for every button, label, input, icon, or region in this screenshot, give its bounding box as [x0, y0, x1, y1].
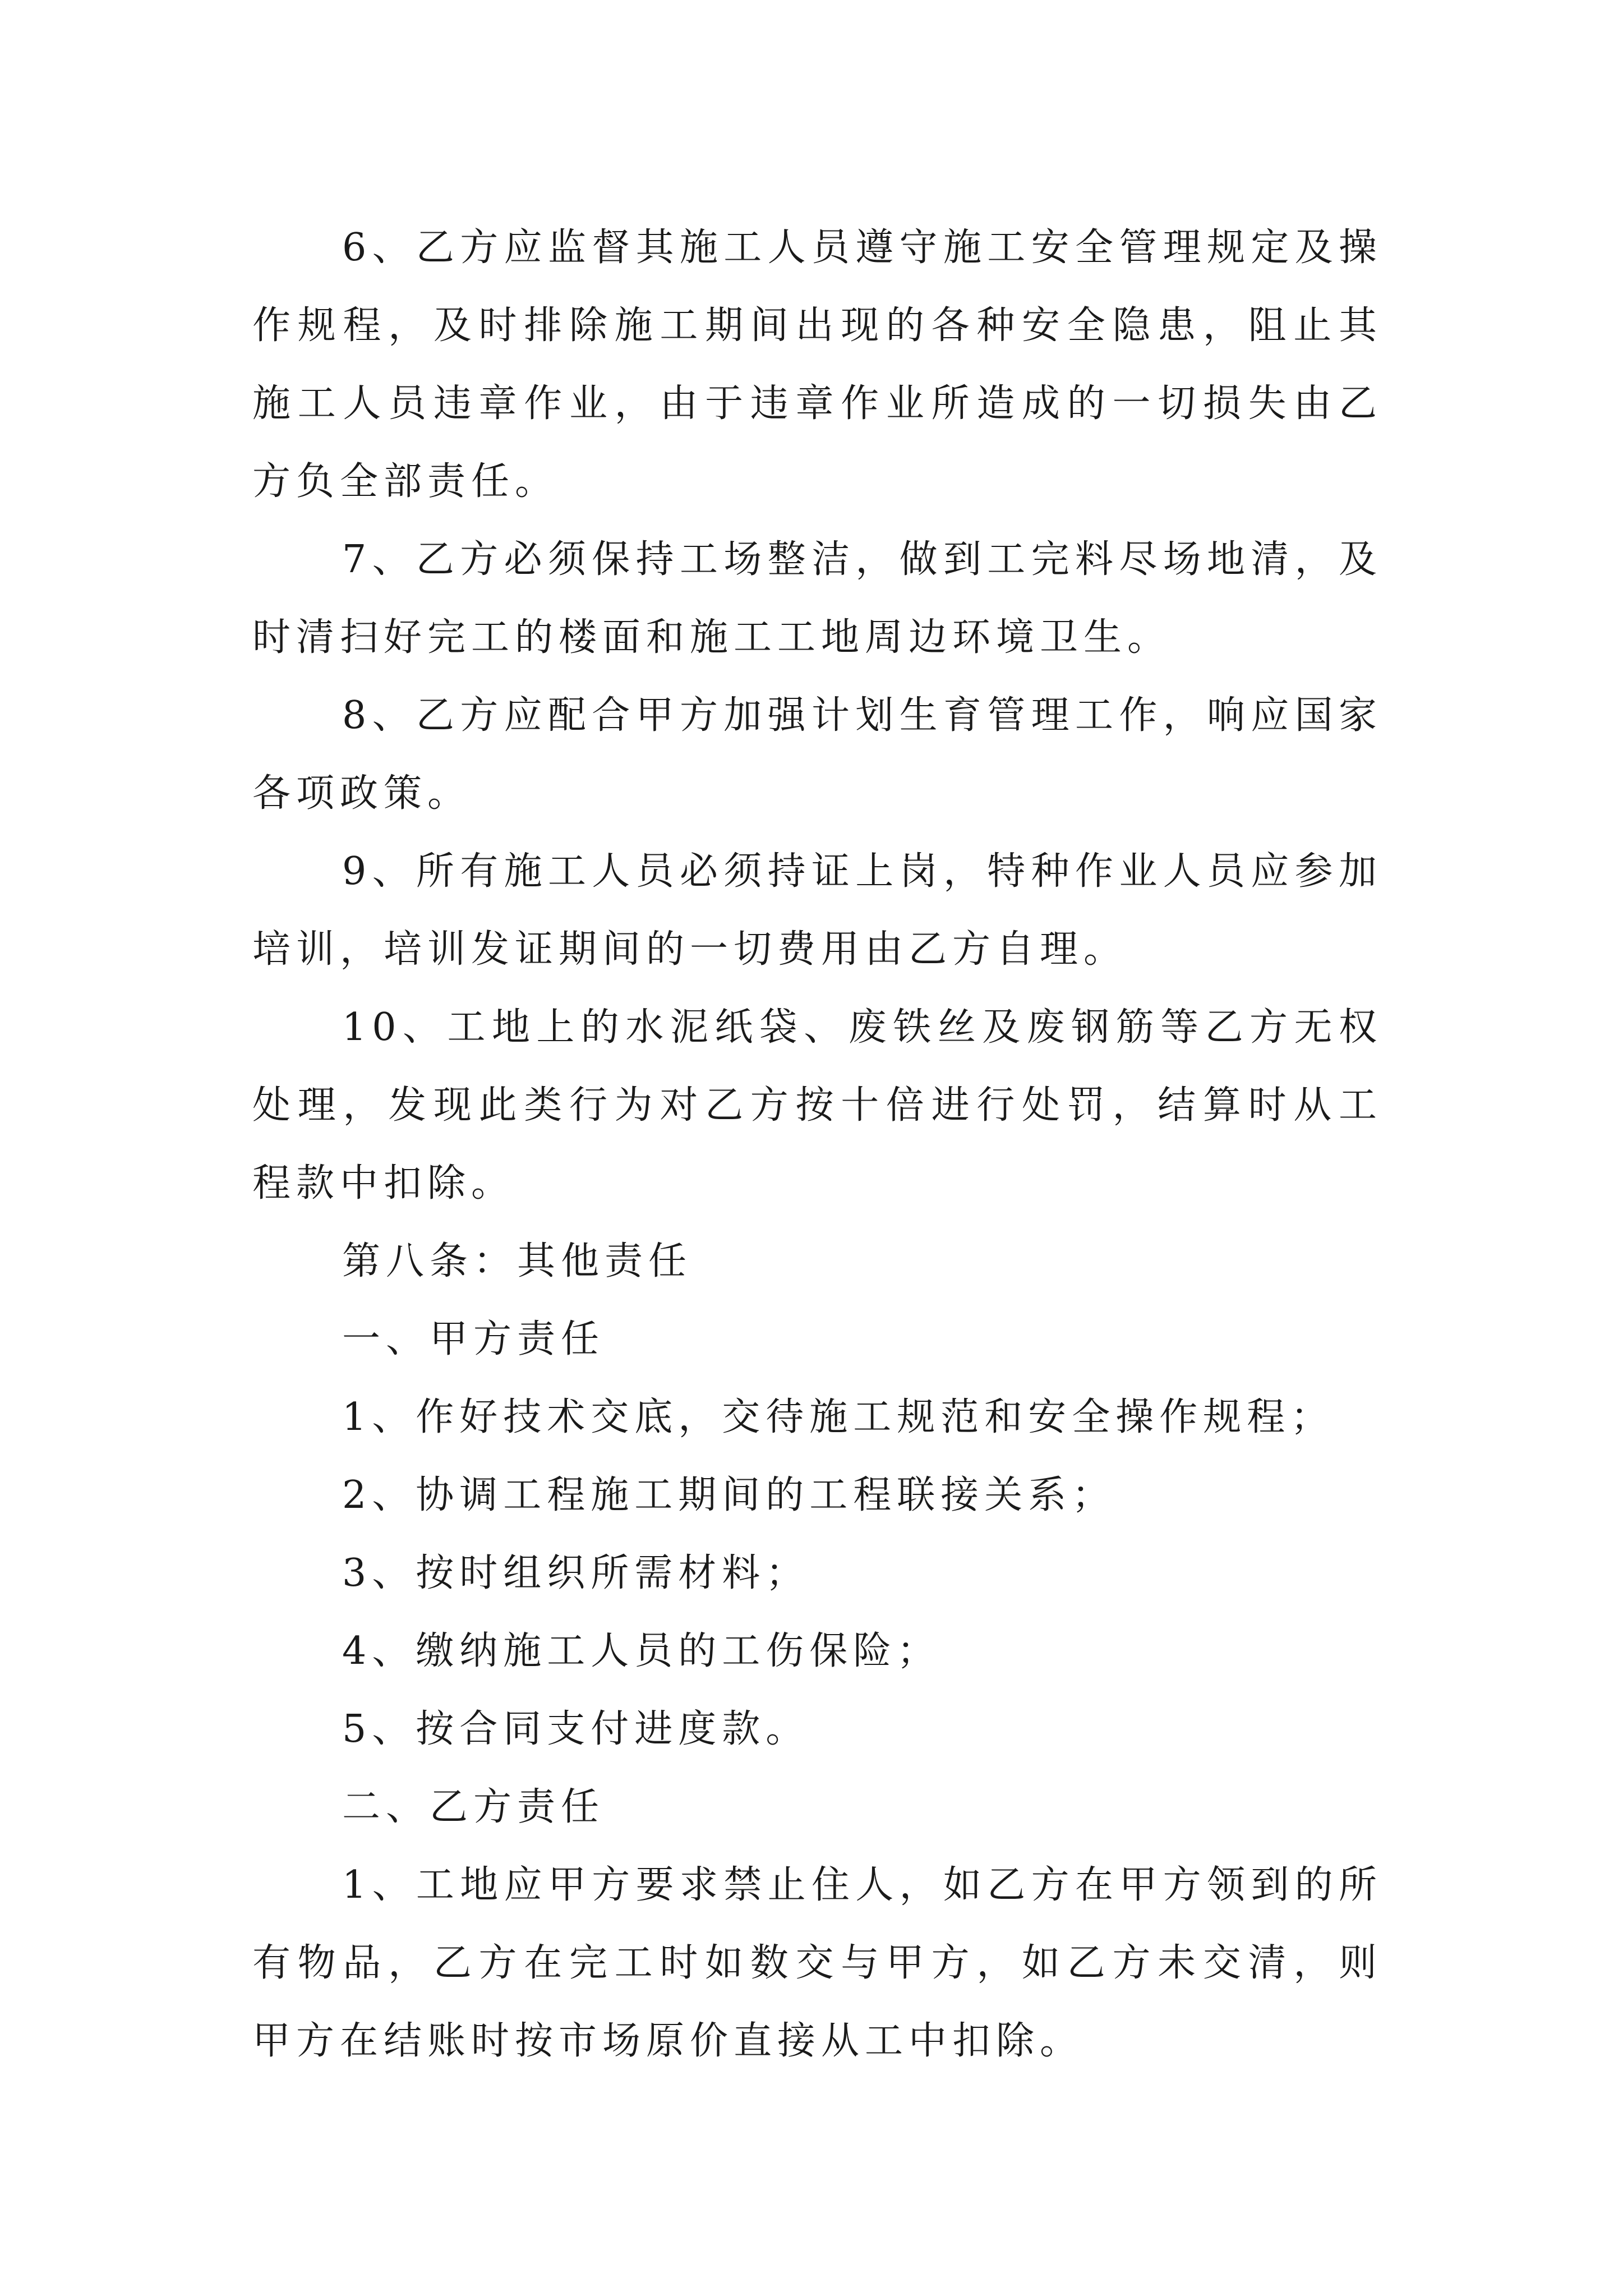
paragraph-item-10: 10、工地上的水泥纸袋、废铁丝及废钢筋等乙方无权处理，发现此类行为对乙方按十倍进行处罚，结算时从工程款中扣除。: [252, 1005, 1382, 1205]
document-page: [252, 209, 1382, 2080]
paragraph-item-9: 9、所有施工人员必须持证上岗，特种作业人员应参加培训，培训发证期间的一切费用由乙方自理。: [252, 849, 1382, 972]
paragraph-item-8: 8、乙方应配合甲方加强计划生育管理工作，响应国家各项政策。: [252, 693, 1382, 816]
paragraph-item-7: 7、乙方必须保持工场整洁，做到工完料尽场地清，及时清扫好完工的楼面和施工工地周边环境卫生。: [252, 537, 1382, 660]
party-a-item-5: 5、按合同支付进度款。: [342, 1707, 810, 1751]
paragraph-item-6: 6、乙方应监督其施工人员遵守施工安全管理规定及操作规程，及时排除施工期间出现的各种安全隐患，阻止其施工人员违章作业，由于违章作业所造成的一切损失由乙方负全部责任。: [252, 226, 1382, 504]
party-b-heading: 二、乙方责任: [342, 1785, 605, 1829]
party-a-item-3: 3、按时组织所需材料；: [342, 1551, 810, 1595]
party-a-item-4: 4、缴纳施工人员的工伤保险；: [342, 1629, 941, 1673]
article-heading: 第八条：其他责任: [342, 1239, 693, 1283]
party-a-heading: 一、甲方责任: [342, 1317, 605, 1361]
party-a-item-2: 2、协调工程施工期间的工程联接关系；: [342, 1473, 1116, 1517]
party-b-item-1: 1、工地应甲方要求禁止住人，如乙方在甲方领到的所有物品，乙方在完工时如数交与甲方，如乙方未交清，则甲方在结账时按市场原价直接从工中扣除。: [252, 1863, 1382, 2063]
party-a-item-1: 1、作好技术交底，交待施工规范和安全操作规程；: [342, 1395, 1335, 1439]
